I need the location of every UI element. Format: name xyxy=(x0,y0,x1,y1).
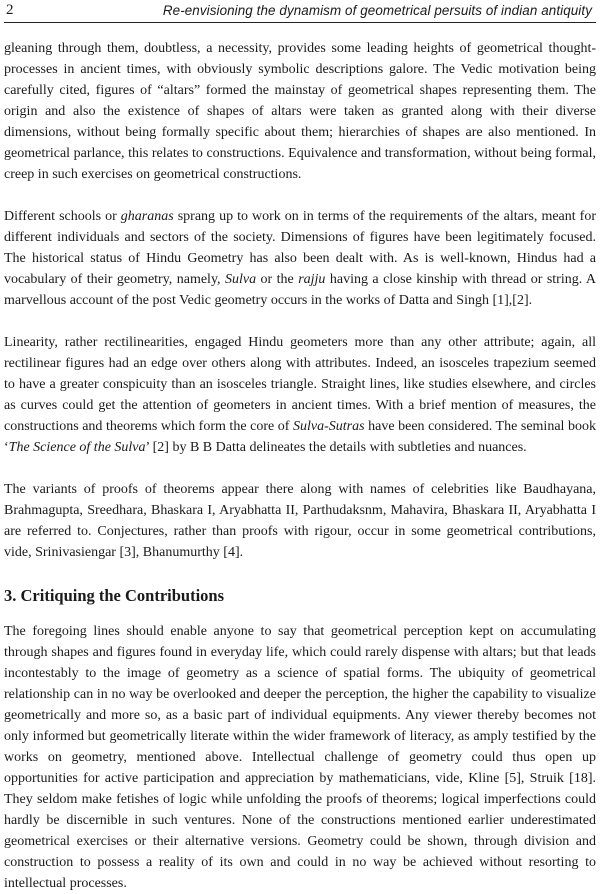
paragraph-5: The foregoing lines should enable anyone to say that geometrical perception kept on accumulating through shapes and figures found in everyday life, which could rarely dispense with altars; but that leads incontestably to the image of geometry as a science of spatial forms. The ubiquity of geometrical relationship can in no way be overlooked and deeper the perception, the higher the capability to visualize geometrically and more so, as a basic part of individual equipments. Any viewer thereby becomes not only informed but geometrically literate within the wider framework of literacy, as amply testified by the works on geometry, mentioned above. Intellectual challenge of geometry could thus open up opportunities for active participation and appreciation by mathematicians, vide, Kline [5], Struik [18]. They seldom make fetishes of logic while unfolding the proofs of theorems; logical imperfections could hardly be discernible in such ventures. None of the constructions mentioned earlier underestimated geometrical exercises or their alternative versions. Geometry could be shown, through division and construction to possess a reality of its own and could in no way be achieved without resorting to intellectual processes. xyxy=(4,624,596,891)
paragraph-3-text-a: Linearity, rather rectilinearities, engaged Hindu geometers more than any other attribute; again, all rectilinear figures had an edge over others along with attributes. Indeed, an isosceles trapezium seemed to have a greater conspicuity than an isosceles triangle. Straight lines, like studies elsewhere, and circles as curves could get the attention of geometers in ancient times. With a brief mention of measures, the constructions and theorems which form the core of xyxy=(4,335,596,434)
paragraph-3-text-e: ’ [2] by B B Datta delineates the details with subtleties and nuances. xyxy=(145,440,527,455)
paragraph-1: gleaning through them, doubtless, a necessity, provides some leading heights of geometrical thought-processes in ancient times, with obviously symbolic descriptions galore. The Vedic motivation being carefully cited, figures of “altars” formed the mainstay of geometrical shapes representing them. The origin and also the existence of shapes of altars were taken as granted along with their diverse dimensions, without being formally specific about them; hierarchies of shapes are also mentioned. In geometrical parlance, this relates to constructions. Equivalence and transformation, without being formal, creep in such exercises on geometrical constructions. xyxy=(4,41,596,182)
paragraph-2-text-g: having a close kinship with thread or string. A marvellous account of the post Vedic geometry occurs in the works of Datta and Singh [1],[2]. xyxy=(4,272,596,308)
term-sulva-sutras: Sulva-Sutras xyxy=(292,419,365,434)
paragraph-2 xyxy=(4,206,596,311)
paragraph-4: The variants of proofs of theorems appear there along with names of celebrities like Baudhayana, Brahmagupta, Sreedhara, Bhaskara I, Aryabhatta II, Parthudaksnm, Mahavira, Bhaskara II, Aryabhatta I are referred to. Conjectures, rather than proofs with rigour, occur in some geometrical contributions, vide, Srinivasiengar [3], Bhanumurthy [4]. xyxy=(4,482,596,560)
running-title: Re-envisioning the dynamism of geometrical persuits of indian antiquity xyxy=(162,3,592,18)
paragraph-2-text-a: Different schools or xyxy=(4,209,121,224)
term-rajju: rajju xyxy=(298,272,326,287)
term-sulva: Sulva xyxy=(224,272,257,287)
body-text xyxy=(4,38,596,894)
book-title-science-of-sulva: The Science of the Sulva xyxy=(8,440,146,455)
running-head xyxy=(4,0,596,23)
page-number: 2 xyxy=(6,2,14,18)
paragraph-3-text-c: have been considered. The seminal book ‘ xyxy=(4,419,596,455)
paragraph-2-text-e: or the xyxy=(256,272,299,287)
paragraph-2-text-c: sprang up to work on in terms of the requirements of the altars, meant for different individuals and sectors of the society. Dimensions of figures have been legitimately focused. The historical status of Hindu Geometry has also been dealt with. As is well-known, Hindus had a vocabulary of their geometry, namely, xyxy=(4,209,596,287)
paragraph-3 xyxy=(4,332,596,458)
term-gharanas: gharanas xyxy=(120,209,174,224)
section-heading: 3. Critiquing the Contributions xyxy=(4,586,225,605)
